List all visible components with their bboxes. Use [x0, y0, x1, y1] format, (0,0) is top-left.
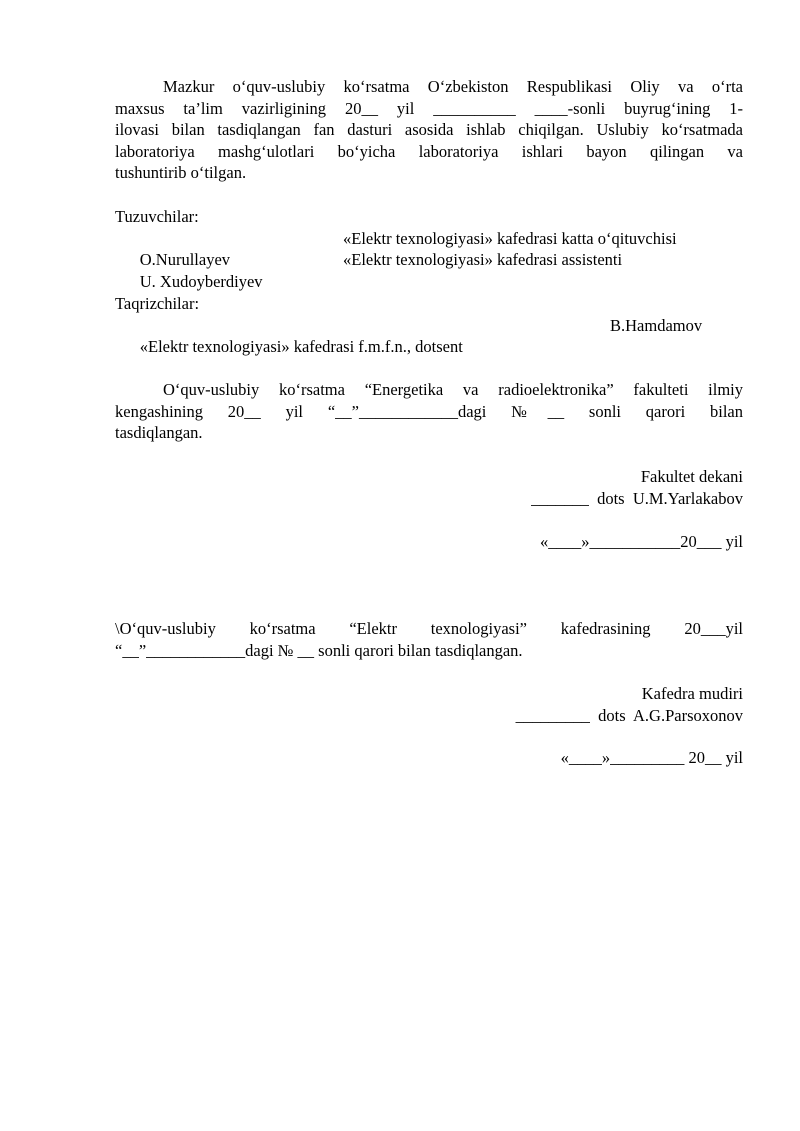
department-approval-paragraph — [115, 618, 743, 661]
authors-section — [115, 206, 743, 291]
faculty-approval-line: O‘quv-uslubiy ko‘rsatma “Energetika va radioelektronika” fakulteti ilmiy — [163, 380, 743, 399]
department-signer-title: Kafedra mudiri — [641, 684, 743, 703]
reviewer-position: «Elektr texnologiyasi» kafedrasi f.m.f.n., dotsent — [139, 337, 463, 356]
department-date: «____»_________ 20__ yil — [560, 748, 743, 767]
faculty-signer-title: Fakultet dekani — [640, 467, 743, 486]
faculty-approval-line: tasdiqlangan. — [115, 423, 203, 442]
faculty-date-line — [115, 531, 743, 553]
faculty-approval-line: kengashining 20__ yil “__”____________dagi №__ sonli qarori bilan — [115, 401, 743, 421]
intro-line: laboratoriya mashg‘ulotlari bo‘yicha laboratoriya ishlari bayon qilingan va — [115, 141, 743, 161]
author-position: «Elektr texnologiyasi» kafedrasi katta o‘qituvchisi — [343, 228, 677, 248]
author-row — [115, 249, 743, 291]
faculty-signer: _______ dots U.M.Yarlakabov — [531, 488, 743, 508]
department-approval-line: \O‘quv-uslubiy ko‘rsatma “Elektr texnologiyasi” kafedrasining 20___yil — [115, 619, 743, 638]
faculty-approval-paragraph — [115, 379, 743, 444]
faculty-date: «____»___________20___ yil — [539, 532, 743, 551]
reviewer-name: B.Hamdamov — [610, 315, 703, 335]
author-name: O.Nurullayev — [139, 250, 231, 269]
intro-line: tushuntirib o‘tilgan. — [115, 163, 247, 182]
department-signature-block — [115, 683, 743, 726]
author-name: U. Xudoyberdiyev — [139, 271, 263, 291]
reviewers-heading: Taqrizchilar: — [115, 294, 200, 313]
author-position: «Elektr texnologiyasi» kafedrasi assistenti — [343, 250, 623, 269]
faculty-signature-block — [115, 466, 743, 509]
intro-line: ilovasi bilan tasdiqlangan fan dasturi asosida ishlab chiqilgan. Uslubiy ko‘rsatmada — [115, 120, 743, 139]
reviewer-row — [115, 315, 743, 356]
department-approval-line: “__”____________dagi № __ sonli qarori bilan tasdiqlangan. — [115, 640, 523, 660]
intro-line: maxsus ta’lim vazirligining 20__ yil __________ ____-sonli buyrug‘ining 1- — [115, 98, 743, 118]
reviewers-section — [115, 293, 743, 356]
department-signer: _________ dots A.G.Parsoxonov — [515, 705, 743, 725]
authors-heading: Tuzuvchilar: — [115, 207, 199, 226]
intro-paragraph — [115, 76, 743, 184]
department-date-line — [115, 747, 743, 769]
intro-line: Mazkur o‘quv-uslubiy ko‘rsatma O‘zbekiston Respublikasi Oliy va o‘rta — [163, 77, 743, 96]
